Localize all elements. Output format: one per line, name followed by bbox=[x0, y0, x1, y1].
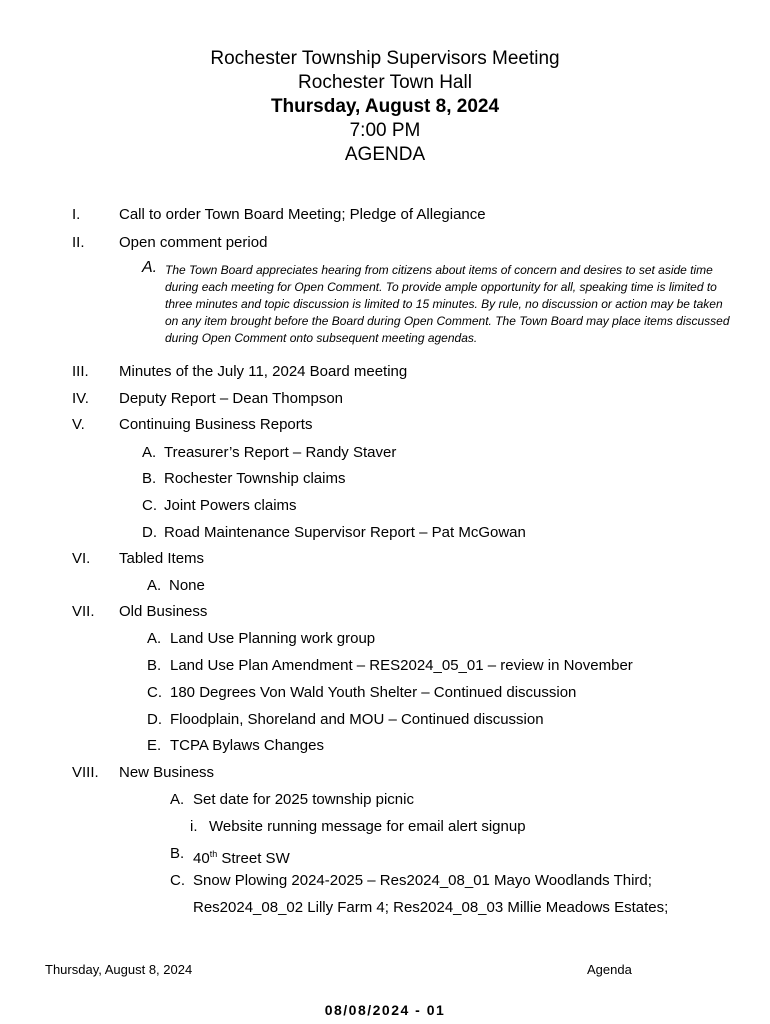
sub-letter: B. bbox=[170, 845, 185, 862]
item-number: VII. bbox=[72, 603, 95, 620]
item-title: Open comment period bbox=[119, 234, 268, 251]
item-number: VIII. bbox=[72, 764, 99, 781]
sub-item: Joint Powers claims bbox=[164, 497, 297, 514]
sub-item: 180 Degrees Von Wald Youth Shelter – Continued discussion bbox=[170, 684, 577, 701]
item-title: Tabled Items bbox=[119, 550, 205, 567]
agenda-header bbox=[0, 47, 770, 167]
sub-item-continued: Res2024_08_02 Lilly Farm 4; Res2024_08_03 Millie Meadows Estates; bbox=[193, 899, 669, 916]
item-title: Old Business bbox=[119, 603, 208, 620]
item-title: Minutes of the July 11, 2024 Board meeting bbox=[119, 363, 408, 380]
sub-item bbox=[193, 845, 290, 868]
open-comment-note: The Town Board appreciates hearing from citizens about items of concern and desires to set aside time during each meeting for Open Comment. To provide ample opportunity for all, speaking time is limited to three minutes and topic discussion is limited to 15 minutes. By rule, no discussion or action may be taken on any item brought before the Board during Open Comment. The Town Board may place items discussed during Open Comment onto subsequent meeting agendas. bbox=[165, 263, 730, 345]
item-number: IV. bbox=[72, 390, 89, 407]
sub-letter: A. bbox=[147, 630, 162, 647]
meeting-location: Rochester Town Hall bbox=[298, 72, 472, 93]
sub-letter: B. bbox=[142, 470, 157, 487]
meeting-time: 7:00 PM bbox=[349, 120, 421, 141]
note-letter: A. bbox=[142, 259, 158, 276]
meeting-title: Rochester Township Supervisors Meeting bbox=[210, 48, 560, 69]
item-number: V. bbox=[72, 416, 85, 433]
sub-item: TCPA Bylaws Changes bbox=[170, 737, 324, 754]
sub-letter: B. bbox=[147, 657, 162, 674]
sub-letter: E. bbox=[147, 737, 162, 754]
footer-label: Agenda bbox=[587, 962, 632, 977]
item-number: II. bbox=[72, 234, 85, 251]
sub-letter: D. bbox=[142, 524, 157, 541]
sub-letter: A. bbox=[142, 444, 157, 461]
sub-item: Floodplain, Shoreland and MOU – Continued discussion bbox=[170, 711, 544, 728]
sub-letter: A. bbox=[170, 791, 185, 808]
sub-letter: C. bbox=[147, 684, 162, 701]
sub-sub-letter: i. bbox=[190, 818, 198, 835]
item-number: VI. bbox=[72, 550, 91, 567]
item-number: III. bbox=[72, 363, 89, 380]
item-title: Deputy Report – Dean Thompson bbox=[119, 390, 344, 407]
street-name: Street SW bbox=[217, 850, 290, 867]
item-number: I. bbox=[72, 206, 81, 223]
footer-date: Thursday, August 8, 2024 bbox=[45, 962, 193, 977]
sub-letter: D. bbox=[147, 711, 162, 728]
sub-item: None bbox=[169, 577, 205, 594]
sub-letter: A. bbox=[147, 577, 162, 594]
sub-item: Set date for 2025 township picnic bbox=[193, 791, 414, 808]
sub-item: Treasurer’s Report – Randy Staver bbox=[164, 444, 397, 461]
meeting-date: Thursday, August 8, 2024 bbox=[270, 96, 500, 117]
sub-item: Land Use Planning work group bbox=[170, 630, 376, 647]
sub-letter: C. bbox=[142, 497, 157, 514]
agenda-label: AGENDA bbox=[344, 144, 426, 165]
item-title: Call to order Town Board Meeting; Pledge of Allegiance bbox=[119, 206, 486, 223]
street-number: 40 bbox=[193, 850, 210, 867]
item-title: New Business bbox=[119, 764, 215, 781]
ordinal-suffix: th bbox=[209, 849, 218, 859]
sub-letter: C. bbox=[170, 872, 185, 889]
sub-item: Road Maintenance Supervisor Report – Pat McGowan bbox=[164, 524, 526, 541]
sub-item: Land Use Plan Amendment – RES2024_05_01 – review in November bbox=[170, 657, 633, 674]
sub-item: Snow Plowing 2024-2025 – Res2024_08_01 Mayo Woodlands Third; bbox=[193, 872, 652, 889]
sub-item: Rochester Township claims bbox=[164, 470, 346, 487]
sub-sub-item: Website running message for email alert signup bbox=[209, 818, 526, 835]
item-title: Continuing Business Reports bbox=[119, 416, 313, 433]
page-stamp: 08/08/2024 - 01 bbox=[324, 1002, 446, 1018]
